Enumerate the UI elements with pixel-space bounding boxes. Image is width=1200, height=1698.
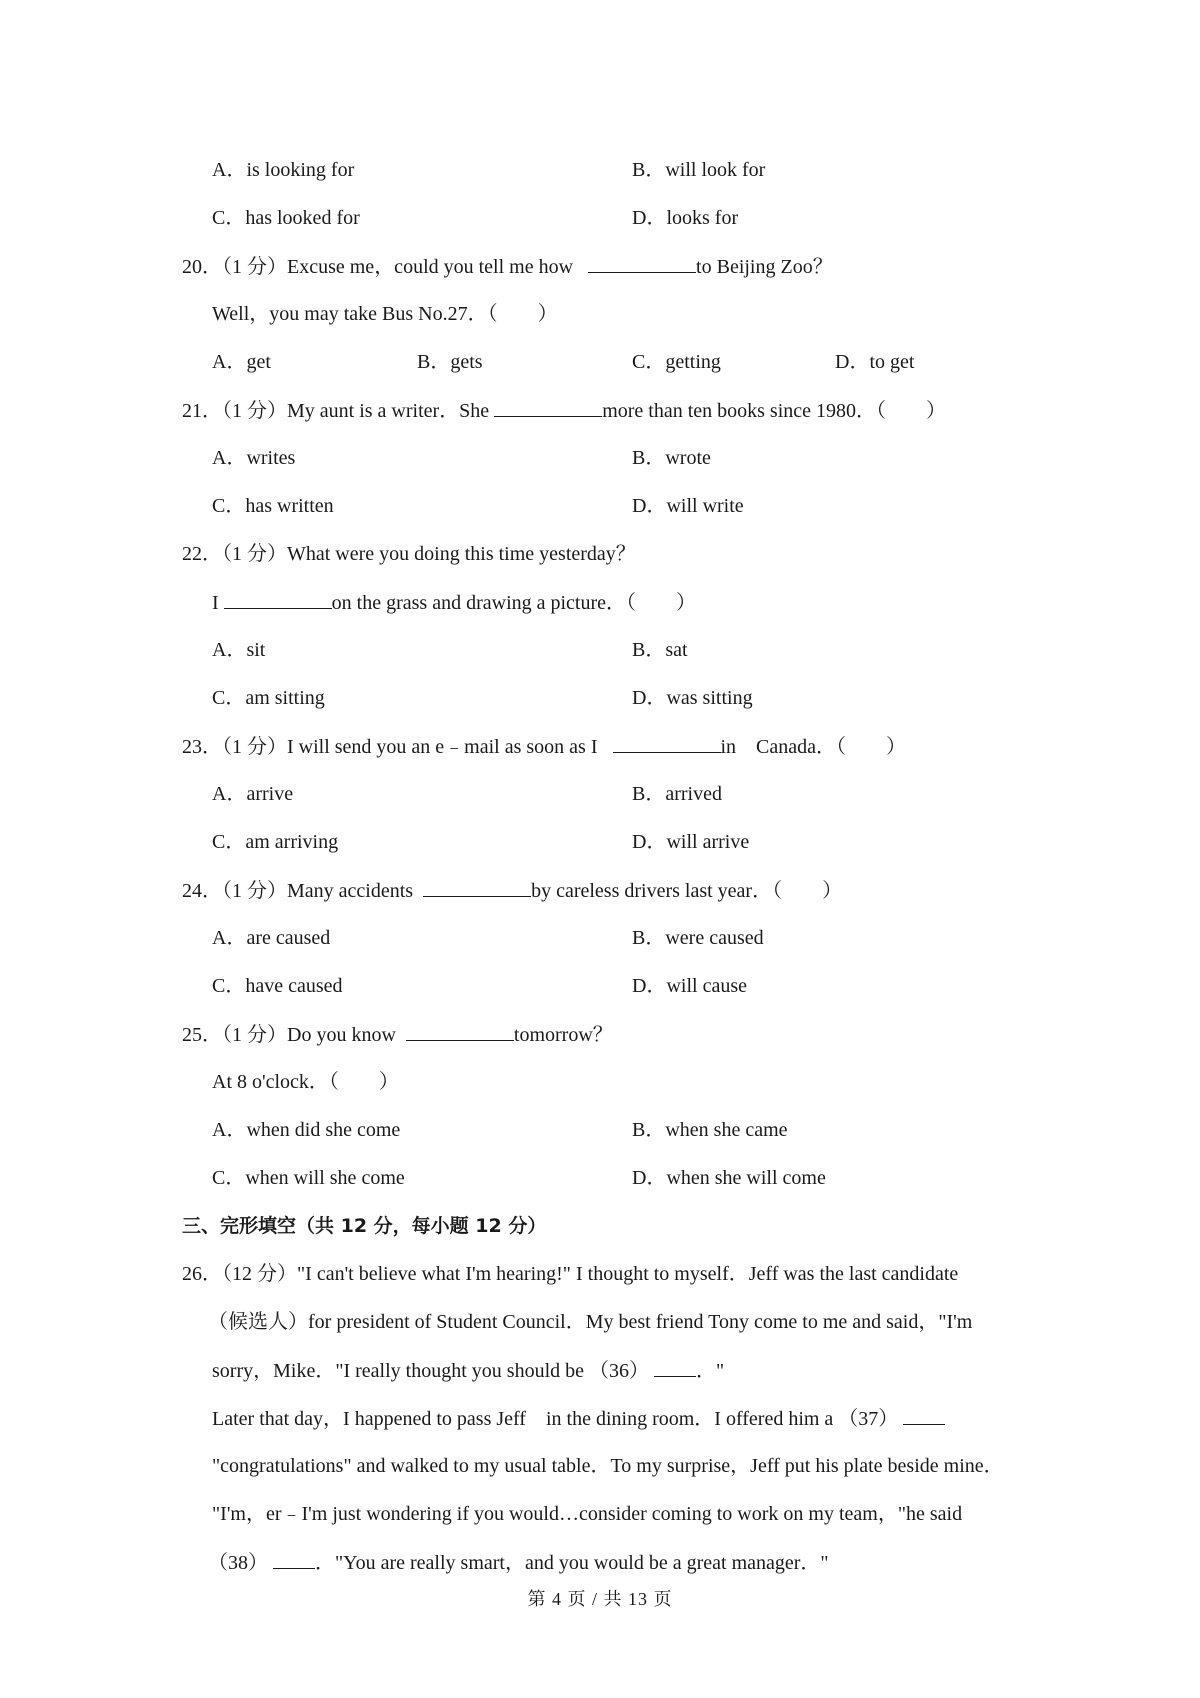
answer-blank: [273, 1550, 315, 1569]
option-text: will cause: [666, 975, 747, 997]
option-text: am arriving: [245, 831, 339, 853]
page-footer: 第 4 页 / 共 13 页: [527, 1589, 673, 1609]
option-text: sit: [246, 639, 266, 661]
answer-blank: [613, 734, 721, 753]
q20-stem: [182, 254, 833, 279]
q24-stem: [182, 878, 842, 903]
passage-text: "I can't believe what I'm hearing!" I thought to myself．Jeff was the last candidate: [297, 1263, 959, 1285]
q26-line-7: [208, 1550, 829, 1575]
q25-option-c: [212, 1166, 405, 1190]
option-text: arrive: [246, 783, 294, 805]
q26-line-3: [212, 1358, 724, 1383]
option-letter: C．: [212, 495, 246, 517]
passage-text: ．": [696, 1360, 725, 1382]
option-letter: D．: [632, 687, 667, 709]
q26-line-2: （候选人）for president of Student Council．My best friend Tony come to me and said，"I'm: [208, 1311, 973, 1333]
q24-option-d: [632, 974, 747, 998]
q20-option-b: [417, 350, 483, 374]
option-letter: A．: [212, 639, 247, 661]
q20-option-c: [632, 350, 721, 374]
q23-option-b: [632, 782, 722, 806]
option-text: am sitting: [245, 687, 325, 709]
stem-text: My aunt is a writer．She: [287, 400, 490, 422]
option-letter: A．: [212, 447, 247, 469]
option-text: was sitting: [666, 687, 753, 709]
option-text: has written: [245, 495, 334, 517]
q23-option-d: [632, 830, 749, 854]
passage-text: ．"You are really smart，and you would be a great manager．": [315, 1552, 829, 1574]
option-text: when she came: [665, 1119, 788, 1141]
stem-text: tomorrow？: [513, 1024, 613, 1046]
option-text: when she will come: [666, 1167, 826, 1189]
q25-option-d: [632, 1166, 826, 1190]
option-letter: A．: [212, 351, 247, 373]
q23-option-c: [212, 830, 338, 854]
option-text: sat: [665, 639, 688, 661]
q25-option-a: [212, 1118, 400, 1142]
option-text: will write: [666, 495, 744, 517]
q19-option-a: [212, 158, 354, 182]
option-letter: C．: [212, 207, 246, 229]
section-heading: 三、完形填空（共 12 分，每小题 12 分）: [182, 1215, 547, 1237]
q24-option-b: [632, 926, 764, 950]
q21-option-b: [632, 446, 711, 470]
option-letter: D．: [632, 831, 667, 853]
q20-option-d: [835, 350, 914, 374]
option-text: get: [246, 351, 271, 373]
q24-option-a: [212, 926, 330, 950]
option-text: have caused: [245, 975, 343, 997]
option-letter: D．: [632, 975, 667, 997]
stem-text: I will send you an e﹣mail as soon as I: [287, 736, 598, 758]
option-text: arrived: [665, 783, 722, 805]
answer-blank: [224, 590, 332, 609]
q22-response: [212, 590, 696, 615]
q21-stem: [182, 398, 946, 423]
option-letter: B．: [632, 783, 666, 805]
question-number: 25．（1 分）: [182, 1024, 287, 1046]
q20-response: Well，you may take Bus No.27．（ ）: [212, 303, 558, 325]
passage-text: Later that day，I happened to pass Jeff in the dining room．I offered him a （37）: [212, 1408, 899, 1430]
option-text: has looked for: [245, 207, 360, 229]
stem-text: by careless drivers last year．（ ）: [531, 880, 843, 902]
question-number: 22．（1 分）: [182, 543, 287, 565]
option-letter: B．: [632, 927, 666, 949]
option-letter: C．: [212, 831, 246, 853]
q22-option-d: [632, 686, 753, 710]
q22-option-a: [212, 638, 265, 662]
option-text: when will she come: [245, 1167, 405, 1189]
option-letter: C．: [212, 1167, 246, 1189]
option-text: looks for: [666, 207, 739, 229]
option-text: writes: [246, 447, 296, 469]
q22-option-c: [212, 686, 325, 710]
answer-blank: [406, 1022, 514, 1041]
response-text: I: [212, 592, 219, 614]
passage-text: （38）: [208, 1552, 268, 1574]
option-text: will arrive: [666, 831, 750, 853]
option-letter: B．: [632, 159, 666, 181]
question-number: 23．（1 分）: [182, 736, 287, 758]
option-text: when did she come: [246, 1119, 401, 1141]
q26-line-4: [212, 1406, 945, 1431]
answer-blank: [588, 254, 696, 273]
option-letter: B．: [417, 351, 451, 373]
q21-option-c: [212, 494, 334, 518]
stem-text: Do you know: [287, 1024, 396, 1046]
option-text: getting: [665, 351, 721, 373]
stem-text: to Beijing Zoo？: [696, 256, 833, 278]
q23-stem: [182, 734, 906, 759]
option-letter: B．: [632, 447, 666, 469]
q26-line-5: "congratulations" and walked to my usual table．To my surprise，Jeff put his plate beside mine．: [212, 1455, 1004, 1477]
q21-option-d: [632, 494, 744, 518]
q19-option-d: [632, 206, 738, 230]
option-letter: C．: [212, 687, 246, 709]
option-letter: D．: [632, 495, 667, 517]
question-number: 24．（1 分）: [182, 880, 287, 902]
answer-blank: [654, 1358, 696, 1377]
option-letter: D．: [835, 351, 870, 373]
q24-option-c: [212, 974, 343, 998]
q26-line-1: [182, 1262, 958, 1286]
q19-option-b: [632, 158, 765, 182]
stem-text: more than ten books since 1980．（ ）: [602, 400, 947, 422]
option-letter: A．: [212, 927, 247, 949]
q19-option-c: [212, 206, 360, 230]
q21-option-a: [212, 446, 295, 470]
option-letter: D．: [632, 1167, 667, 1189]
stem-text: Many accidents: [287, 880, 414, 902]
option-letter: D．: [632, 207, 667, 229]
option-letter: B．: [632, 639, 666, 661]
question-number: 26．（12 分）: [182, 1263, 297, 1285]
option-text: is looking for: [246, 159, 355, 181]
question-number: 20．（1 分）: [182, 256, 287, 278]
q23-option-a: [212, 782, 293, 806]
response-text: on the grass and drawing a picture．（ ）: [331, 592, 697, 614]
option-letter: B．: [632, 1119, 666, 1141]
q22-option-b: [632, 638, 688, 662]
answer-blank: [494, 398, 602, 417]
stem-text: in Canada．（ ）: [720, 736, 907, 758]
option-letter: C．: [632, 351, 666, 373]
question-number: 21．（1 分）: [182, 400, 287, 422]
q26-line-6: "I'm，er﹣I'm just wondering if you would…consider coming to work on my team，"he said: [212, 1503, 963, 1525]
q20-option-a: [212, 350, 271, 374]
passage-text: sorry，Mike．"I really thought you should be （36）: [212, 1360, 650, 1382]
q25-response: At 8 o'clock．（ ）: [212, 1071, 399, 1093]
option-letter: A．: [212, 159, 247, 181]
answer-blank: [423, 878, 531, 897]
q22-stem: [182, 542, 636, 566]
option-text: wrote: [665, 447, 711, 469]
option-text: will look for: [665, 159, 766, 181]
option-letter: A．: [212, 1119, 247, 1141]
q25-option-b: [632, 1118, 788, 1142]
stem-text: Excuse me，could you tell me how: [287, 256, 574, 278]
option-text: are caused: [246, 927, 331, 949]
option-text: were caused: [665, 927, 764, 949]
option-letter: C．: [212, 975, 246, 997]
answer-blank: [903, 1406, 945, 1425]
stem-text: What were you doing this time yesterday？: [287, 543, 636, 565]
q25-stem: [182, 1022, 613, 1047]
option-text: gets: [450, 351, 483, 373]
option-letter: A．: [212, 783, 247, 805]
option-text: to get: [869, 351, 915, 373]
